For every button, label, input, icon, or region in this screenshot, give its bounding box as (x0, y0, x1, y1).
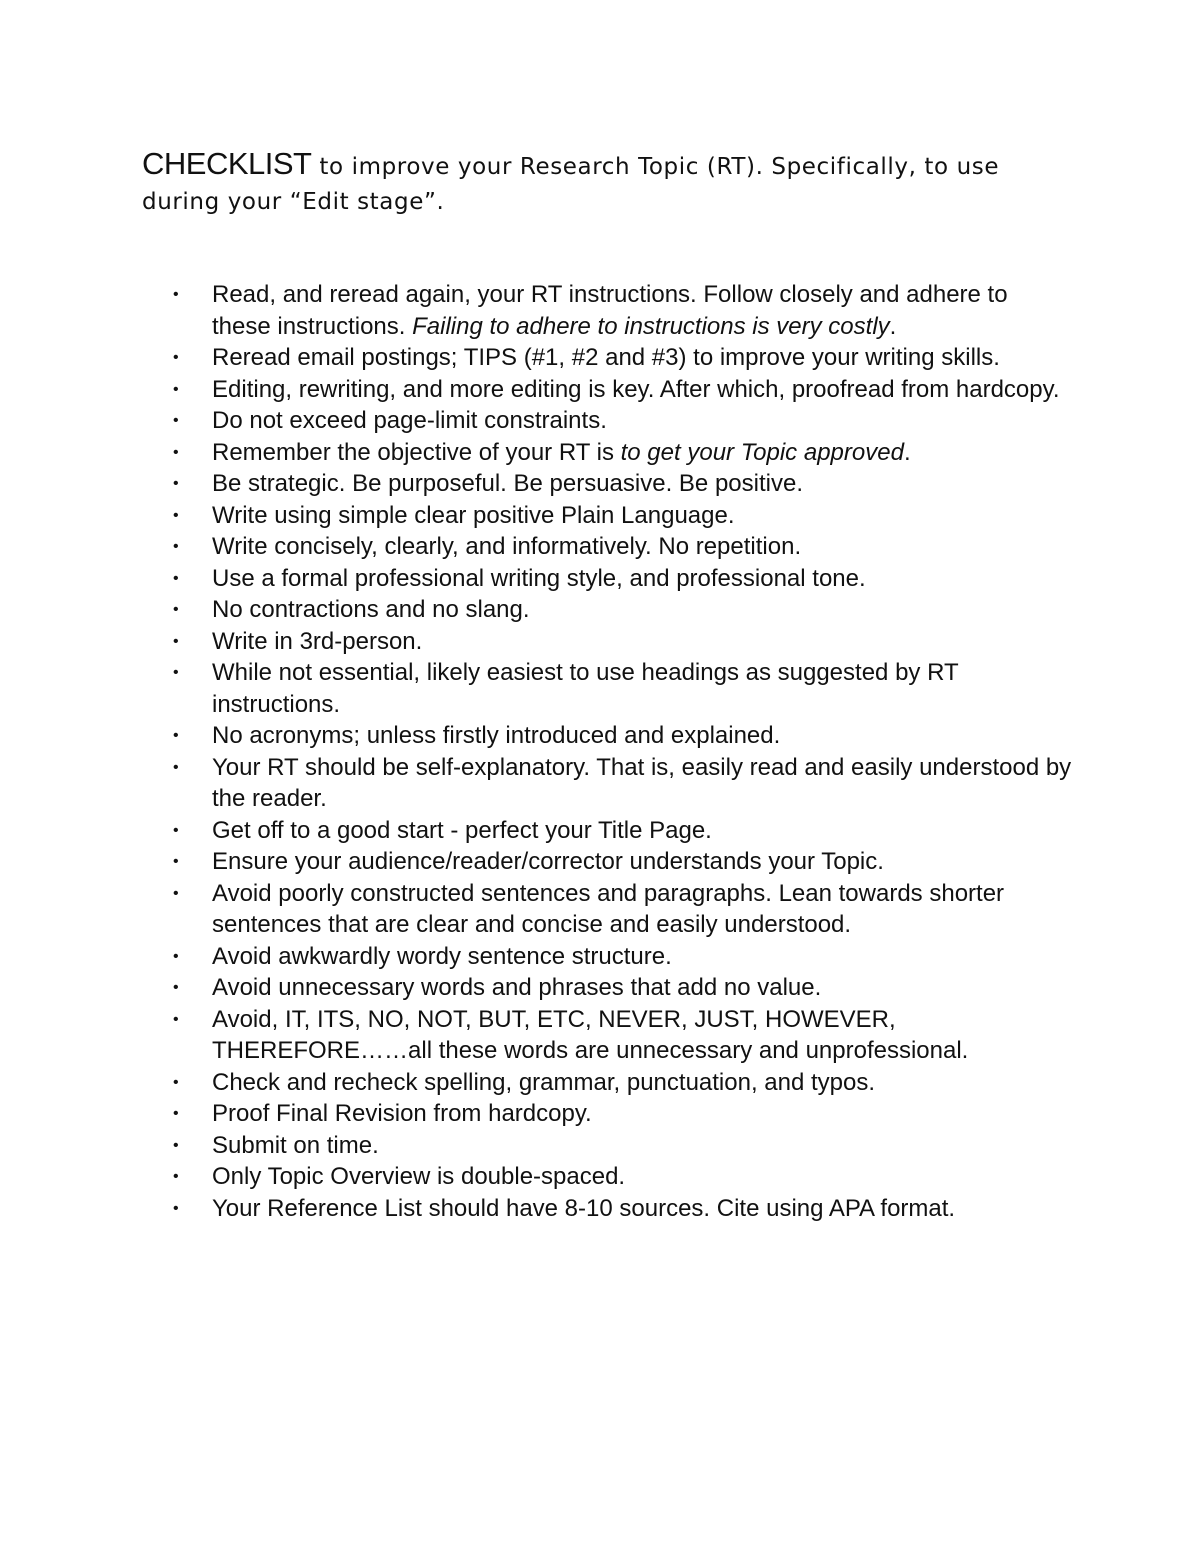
checklist-item: • Ensure your audience/reader/corrector understands your Topic. (172, 846, 1072, 878)
bullet-icon: • (173, 947, 179, 965)
heading-lead-word: CHECKLIST (142, 146, 312, 181)
bullet-icon: • (173, 632, 179, 650)
bullet-icon: • (173, 349, 179, 366)
checklist-item: • Avoid, IT, ITS, NO, NOT, BUT, ETC, NEVER, JUST, HOWEVER, THEREFORE……all these words are unnecessary and unprofessional. (173, 1005, 969, 1064)
checklist-item: • Avoid awkwardly wordy sentence structure. (172, 941, 1072, 973)
checklist-item: • Be strategic. Be purposeful. Be persuasive. Be positive. (172, 468, 1072, 500)
bullet-icon: • (173, 853, 179, 870)
heading-text: to improve your Research Topic (RT). Specifically, to use during your “Edit stage”. (142, 154, 1000, 215)
checklist-item: • Your Reference List should have 8-10 sources. Cite using APA format. (172, 1193, 1072, 1225)
bullet-icon: • (173, 443, 179, 461)
checklist-item: • Check and recheck spelling, grammar, punctuation, and typos. (172, 1067, 1072, 1099)
bullet-icon: • (173, 758, 179, 776)
bullet-icon: • (173, 979, 179, 996)
bullet-icon: • (173, 664, 179, 681)
bullet-icon: • (173, 727, 179, 744)
bullet-icon: • (173, 1010, 179, 1028)
bullet-icon: • (173, 1136, 179, 1154)
bullet-icon: • (173, 1168, 179, 1185)
checklist (172, 279, 1072, 1224)
checklist-item: • Read, and reread again, your RT instructions. Follow closely and adhere to these instructions. Failing to adhere to instructions is very costly. (173, 281, 1008, 340)
bullet-icon: • (173, 506, 179, 524)
bullet-icon: • (173, 1199, 179, 1217)
checklist-item: • No contractions and no slang. (172, 594, 1072, 626)
bullet-icon: • (173, 412, 179, 429)
checklist-item: • Reread email postings; TIPS (#1, #2 and #3) to improve your writing skills. (172, 342, 1072, 374)
checklist-item: • Avoid unnecessary words and phrases that add no value. (172, 972, 1072, 1004)
checklist-item: • No acronyms; unless firstly introduced and explained. (172, 720, 1072, 752)
checklist-item: • Write concisely, clearly, and informatively. No repetition. (172, 531, 1072, 563)
checklist-item: • Write using simple clear positive Plain Language. (172, 500, 1072, 532)
bullet-icon: • (173, 1105, 179, 1122)
bullet-icon: • (173, 601, 179, 618)
checklist-item: • Your RT should be self-explanatory. That is, easily read and easily understood by the reader. (173, 753, 1072, 812)
checklist-item: • Only Topic Overview is double-spaced. (172, 1161, 1072, 1193)
bullet-icon: • (173, 884, 179, 902)
checklist-item: • Proof Final Revision from hardcopy. (172, 1098, 1072, 1130)
checklist-item: • Remember the objective of your RT is to get your Topic approved. (172, 437, 1072, 469)
bullet-icon: • (173, 821, 179, 839)
checklist-item: • Do not exceed page-limit constraints. (172, 405, 1072, 437)
document-heading (142, 146, 1072, 220)
checklist-item: • Get off to a good start - perfect your Title Page. (172, 815, 1072, 847)
bullet-icon: • (173, 569, 179, 587)
checklist-item: • Editing, rewriting, and more editing is key. After which, proofread from hardcopy. (172, 374, 1072, 406)
checklist-item: • Use a formal professional writing style, and professional tone. (172, 563, 1072, 595)
bullet-icon: • (173, 475, 179, 492)
checklist-item: • While not essential, likely easiest to use headings as suggested by RT instructions. (173, 659, 959, 718)
bullet-icon: • (173, 380, 179, 398)
checklist-item: • Write in 3rd-person. (172, 626, 1072, 658)
checklist-item: • Avoid poorly constructed sentences and paragraphs. Lean towards shorter sentences that are clear and concise and easily understood. (173, 879, 1005, 938)
bullet-icon: • (173, 538, 179, 555)
checklist-item: • Submit on time. (172, 1130, 1072, 1162)
bullet-icon: • (173, 286, 179, 303)
bullet-icon: • (173, 1073, 179, 1091)
